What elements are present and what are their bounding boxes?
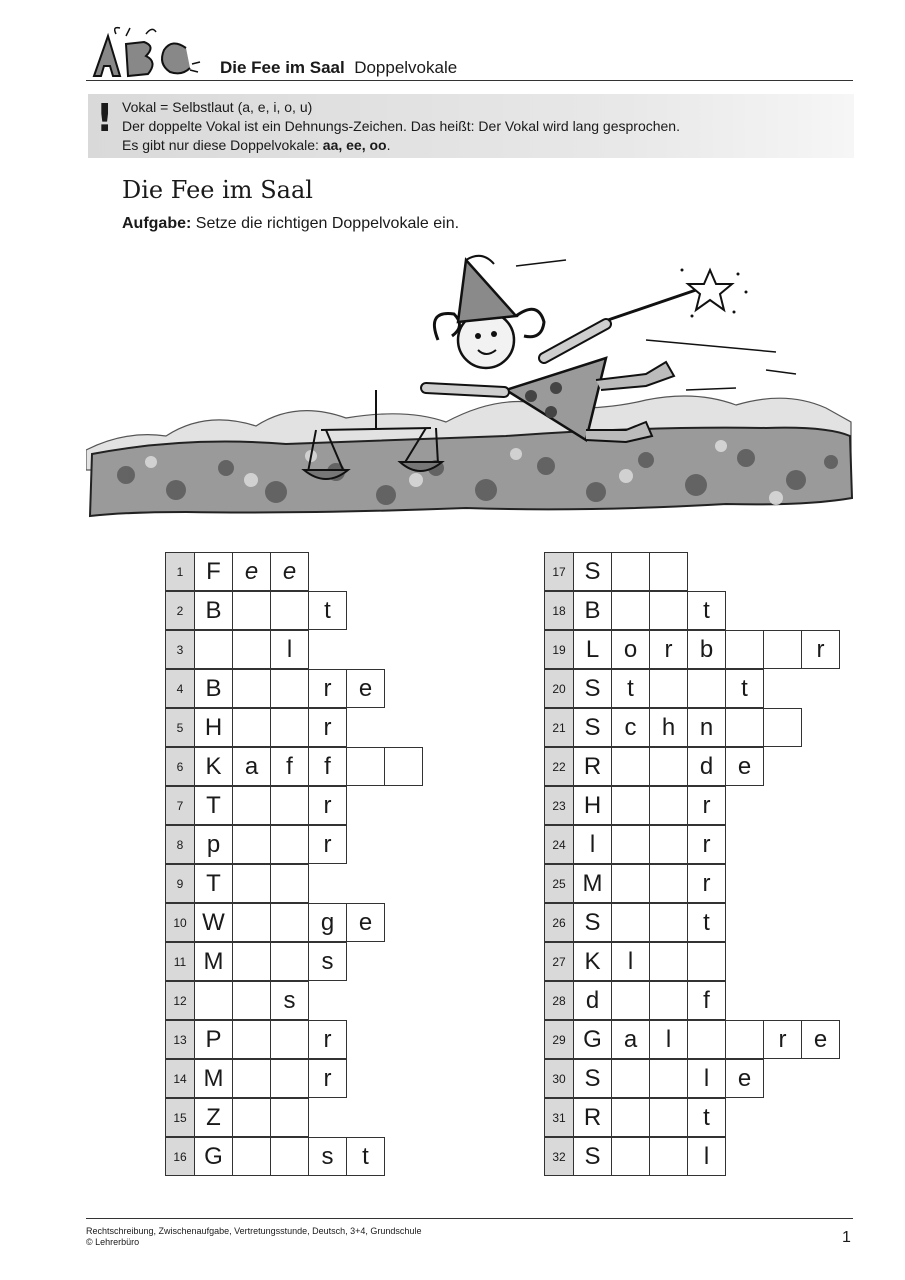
blank-cell[interactable] — [649, 864, 688, 903]
info-line-2: Der doppelte Vokal ist ein Dehnungs-Zeichen. Das heißt: Der Vokal wird lang gesprochen. — [122, 118, 680, 134]
row-number: 19 — [544, 630, 574, 669]
letter-cell: T — [194, 786, 233, 825]
letter-cell: f — [270, 747, 309, 786]
abc-logo — [86, 24, 206, 84]
blank-cell[interactable] — [649, 903, 688, 942]
letter-cell: d — [573, 981, 612, 1020]
blank-cell[interactable] — [232, 630, 271, 669]
footer — [86, 1226, 421, 1248]
blank-cell[interactable] — [649, 1059, 688, 1098]
letter-cell: a — [611, 1020, 650, 1059]
blank-cell[interactable] — [649, 552, 688, 591]
task-label: Aufgabe: — [122, 215, 192, 232]
blank-cell[interactable] — [687, 1020, 726, 1059]
row-number: 32 — [544, 1137, 574, 1176]
footer-line-1: Rechtschreibung, Zwischenaufgabe, Vertretungsstunde, Deutsch, 3+4, Grundschule — [86, 1226, 422, 1236]
letter-cell: n — [687, 708, 726, 747]
letter-cell: S — [573, 552, 612, 591]
letter-cell: d — [687, 747, 726, 786]
blank-cell[interactable] — [649, 825, 688, 864]
blank-cell[interactable] — [611, 786, 650, 825]
fairy-illustration — [86, 240, 856, 525]
letter-cell: B — [194, 591, 233, 630]
blank-cell[interactable] — [270, 708, 309, 747]
blank-cell[interactable] — [232, 864, 271, 903]
row-number: 18 — [544, 591, 574, 630]
blank-cell[interactable] — [649, 669, 688, 708]
letter-cell: t — [308, 591, 347, 630]
letter-cell: B — [194, 669, 233, 708]
blank-cell[interactable] — [611, 864, 650, 903]
info-text — [122, 98, 680, 155]
blank-cell[interactable] — [384, 747, 423, 786]
blank-cell[interactable] — [346, 747, 385, 786]
letter-cell: r — [801, 630, 840, 669]
row-number: 31 — [544, 1098, 574, 1137]
row-number: 12 — [165, 981, 195, 1020]
blank-cell[interactable] — [649, 1137, 688, 1176]
blank-cell[interactable] — [232, 708, 271, 747]
blank-cell[interactable] — [232, 1137, 271, 1176]
blank-cell[interactable] — [232, 903, 271, 942]
footer-line-2: © Lehrerbüro — [86, 1237, 140, 1247]
letter-cell: M — [194, 942, 233, 981]
footer-divider — [86, 1218, 853, 1219]
letter-cell: l — [573, 825, 612, 864]
exercise-title: Die Fee im Saal — [122, 176, 313, 204]
exclamation-icon: ! — [96, 96, 114, 140]
letter-cell: e — [346, 669, 385, 708]
row-number: 23 — [544, 786, 574, 825]
letter-cell: a — [232, 747, 271, 786]
letter-cell: W — [194, 903, 233, 942]
row-number: 3 — [165, 630, 195, 669]
letter-cell: G — [194, 1137, 233, 1176]
letter-cell: r — [687, 825, 726, 864]
blank-cell[interactable] — [649, 942, 688, 981]
letter-cell: H — [194, 708, 233, 747]
letter-cell: t — [687, 591, 726, 630]
row-number: 21 — [544, 708, 574, 747]
blank-cell[interactable] — [232, 981, 271, 1020]
letter-cell: r — [308, 786, 347, 825]
row-number: 22 — [544, 747, 574, 786]
blank-cell[interactable] — [232, 669, 271, 708]
info-line-3: Es gibt nur diese Doppelvokale: aa, ee, oo. — [122, 137, 391, 153]
row-number: 1 — [165, 552, 195, 591]
letter-cell: S — [573, 708, 612, 747]
blank-cell[interactable] — [649, 1098, 688, 1137]
letter-cell: e — [725, 1059, 764, 1098]
letter-cell: l — [649, 1020, 688, 1059]
blank-cell[interactable] — [649, 591, 688, 630]
blank-cell[interactable] — [763, 708, 802, 747]
blank-cell[interactable] — [649, 747, 688, 786]
letter-cell: r — [308, 1020, 347, 1059]
letter-cell: s — [308, 1137, 347, 1176]
letter-cell: M — [194, 1059, 233, 1098]
row-number: 2 — [165, 591, 195, 630]
page-number: 1 — [842, 1229, 851, 1246]
blank-cell[interactable] — [270, 903, 309, 942]
blank-cell[interactable] — [611, 591, 650, 630]
letter-cell: e — [270, 552, 309, 591]
info-box — [88, 94, 854, 158]
letter-cell: g — [308, 903, 347, 942]
letter-cell: s — [270, 981, 309, 1020]
row-number: 10 — [165, 903, 195, 942]
letter-cell: o — [611, 630, 650, 669]
blank-cell[interactable] — [270, 1098, 309, 1137]
blank-cell[interactable] — [649, 981, 688, 1020]
letter-cell: r — [308, 1059, 347, 1098]
row-number: 24 — [544, 825, 574, 864]
letter-cell: f — [687, 981, 726, 1020]
letter-cell: F — [194, 552, 233, 591]
letter-cell: r — [763, 1020, 802, 1059]
blank-cell[interactable] — [270, 825, 309, 864]
letter-cell: l — [270, 630, 309, 669]
row-number: 29 — [544, 1020, 574, 1059]
letter-cell: h — [649, 708, 688, 747]
blank-cell[interactable] — [232, 591, 271, 630]
blank-cell[interactable] — [270, 591, 309, 630]
letter-cell: b — [687, 630, 726, 669]
letter-cell: f — [308, 747, 347, 786]
row-number: 5 — [165, 708, 195, 747]
letter-cell: l — [687, 1137, 726, 1176]
blank-cell[interactable] — [725, 708, 764, 747]
blank-cell[interactable] — [232, 825, 271, 864]
letter-cell: r — [687, 786, 726, 825]
doppelvokale-list: aa, ee, oo — [322, 137, 387, 153]
letter-cell: r — [308, 825, 347, 864]
page-header — [220, 58, 457, 78]
letter-cell: M — [573, 864, 612, 903]
row-number: 30 — [544, 1059, 574, 1098]
row-number: 15 — [165, 1098, 195, 1137]
letter-cell: S — [573, 1137, 612, 1176]
letter-cell: t — [687, 1098, 726, 1137]
row-number: 6 — [165, 747, 195, 786]
task-text: Setze die richtigen Doppelvokale ein. — [191, 215, 460, 232]
row-number: 28 — [544, 981, 574, 1020]
row-number: 25 — [544, 864, 574, 903]
blank-cell[interactable] — [232, 1059, 271, 1098]
letter-cell: B — [573, 591, 612, 630]
row-number: 26 — [544, 903, 574, 942]
blank-cell[interactable] — [725, 1020, 764, 1059]
letter-cell: p — [194, 825, 233, 864]
row-number: 4 — [165, 669, 195, 708]
letter-cell: t — [687, 903, 726, 942]
header-subtitle: Doppelvokale — [354, 58, 458, 77]
letter-cell: e — [346, 903, 385, 942]
blank-cell[interactable] — [270, 1059, 309, 1098]
blank-cell[interactable] — [611, 1137, 650, 1176]
blank-cell[interactable] — [270, 942, 309, 981]
letter-cell: S — [573, 669, 612, 708]
blank-cell[interactable] — [232, 786, 271, 825]
blank-cell[interactable] — [725, 630, 764, 669]
letter-cell: G — [573, 1020, 612, 1059]
blank-cell[interactable] — [611, 1098, 650, 1137]
blank-cell[interactable] — [194, 981, 233, 1020]
blank-cell[interactable] — [270, 864, 309, 903]
crossword-grid-left — [165, 552, 435, 1176]
letter-cell: S — [573, 1059, 612, 1098]
letter-cell: H — [573, 786, 612, 825]
row-number: 13 — [165, 1020, 195, 1059]
letter-cell: S — [573, 903, 612, 942]
letter-cell: R — [573, 747, 612, 786]
letter-cell: t — [611, 669, 650, 708]
blank-cell[interactable] — [270, 1020, 309, 1059]
blank-cell[interactable] — [270, 1137, 309, 1176]
row-number: 20 — [544, 669, 574, 708]
blank-cell[interactable] — [270, 669, 309, 708]
header-title: Die Fee im Saal — [220, 58, 345, 77]
blank-cell[interactable] — [232, 942, 271, 981]
letter-cell: t — [725, 669, 764, 708]
letter-cell: K — [194, 747, 233, 786]
blank-cell[interactable] — [687, 942, 726, 981]
letter-cell: s — [308, 942, 347, 981]
letter-cell: t — [346, 1137, 385, 1176]
blank-cell[interactable] — [649, 786, 688, 825]
letter-cell: r — [308, 708, 347, 747]
letter-cell: L — [573, 630, 612, 669]
blank-cell[interactable] — [763, 630, 802, 669]
letter-cell: r — [308, 669, 347, 708]
letter-cell: e — [725, 747, 764, 786]
letter-cell: c — [611, 708, 650, 747]
row-number: 16 — [165, 1137, 195, 1176]
letter-cell: e — [801, 1020, 840, 1059]
blank-cell[interactable] — [194, 630, 233, 669]
row-number: 14 — [165, 1059, 195, 1098]
letter-cell: R — [573, 1098, 612, 1137]
row-number: 8 — [165, 825, 195, 864]
blank-cell[interactable] — [232, 1098, 271, 1137]
row-number: 7 — [165, 786, 195, 825]
row-number: 9 — [165, 864, 195, 903]
info-line-1: Vokal = Selbstlaut (a, e, i, o, u) — [122, 99, 313, 115]
task-instruction — [122, 215, 459, 233]
blank-cell[interactable] — [687, 669, 726, 708]
letter-cell: l — [687, 1059, 726, 1098]
blank-cell[interactable] — [611, 903, 650, 942]
letter-cell: Z — [194, 1098, 233, 1137]
blank-cell[interactable] — [232, 1020, 271, 1059]
letter-cell: e — [232, 552, 271, 591]
letter-cell: T — [194, 864, 233, 903]
letter-cell: r — [649, 630, 688, 669]
blank-cell[interactable] — [611, 981, 650, 1020]
letter-cell: K — [573, 942, 612, 981]
blank-cell[interactable] — [270, 786, 309, 825]
blank-cell[interactable] — [611, 1059, 650, 1098]
letter-cell: r — [687, 864, 726, 903]
letter-cell: l — [611, 942, 650, 981]
crossword-grid-right — [544, 552, 854, 1176]
row-number: 17 — [544, 552, 574, 591]
letter-cell: P — [194, 1020, 233, 1059]
blank-cell[interactable] — [611, 825, 650, 864]
row-number: 27 — [544, 942, 574, 981]
header-divider — [86, 80, 853, 81]
row-number: 11 — [165, 942, 195, 981]
blank-cell[interactable] — [611, 552, 650, 591]
blank-cell[interactable] — [611, 747, 650, 786]
